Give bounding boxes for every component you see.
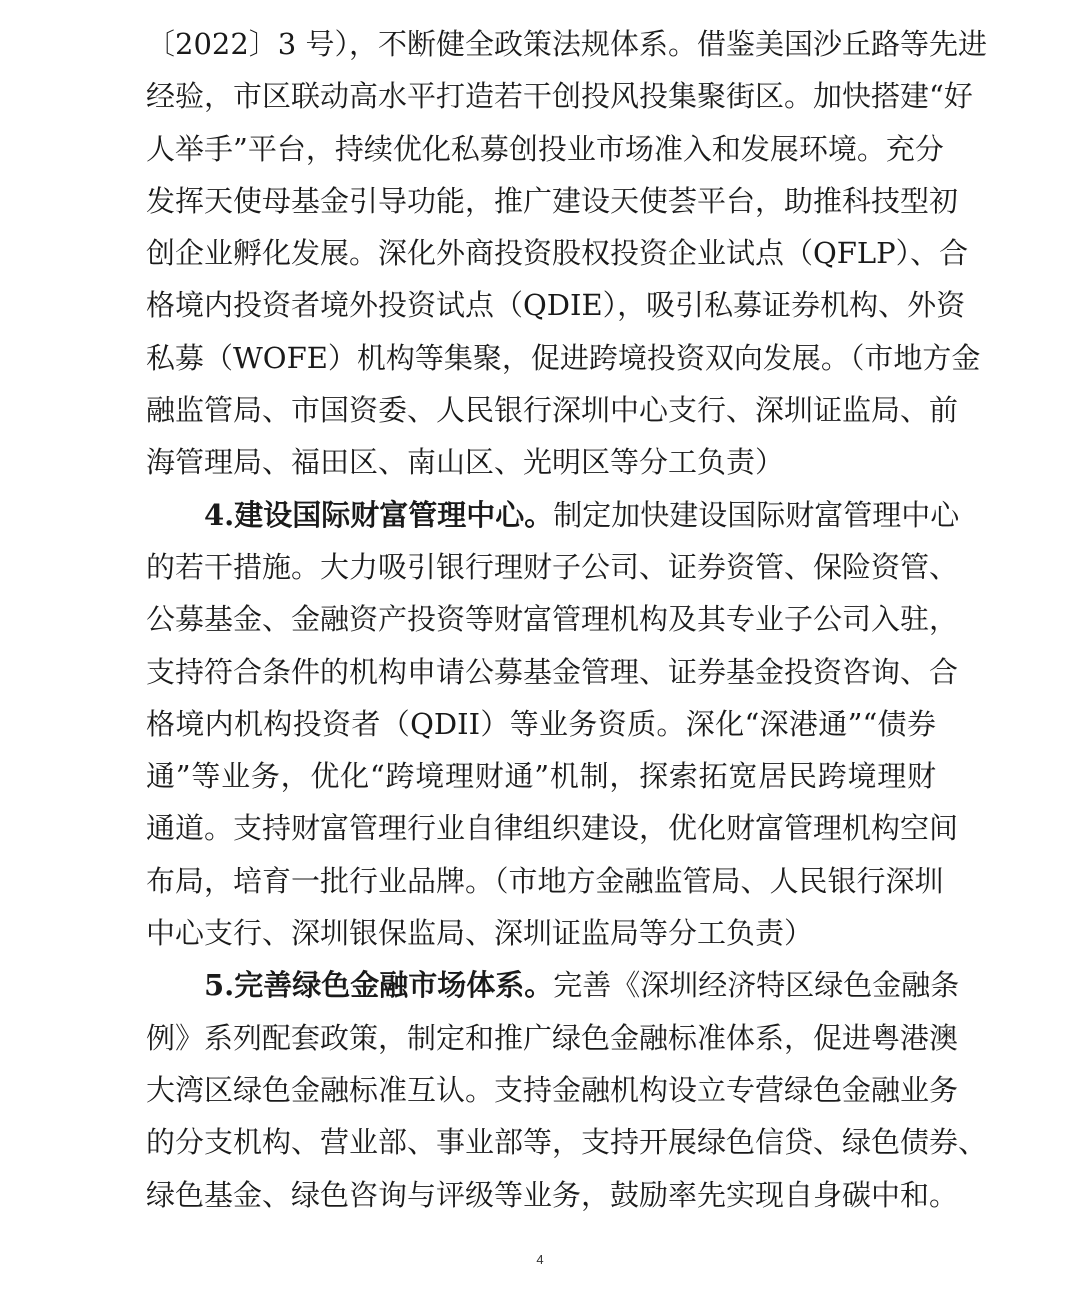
paragraph-line: 经验，市区联动高水平打造若干创投风投集聚街区。加快搭建“好 [146,79,973,114]
paragraph-line: 大湾区绿色金融标准互认。支持金融机构设立专营绿色金融业务 [146,1072,959,1107]
section-4-heading: 4.建设国际财富管理中心。 [204,497,554,532]
paragraph-line: 中心支行、深圳银保监局、深圳证监局等分工负责） [146,916,814,951]
section-5-heading: 5.完善绿色金融市场体系。 [204,968,554,1003]
page-number: 4 [536,1252,544,1267]
paragraph-line: 发挥天使母基金引导功能，推广建设天使荟平台，助推科技型初 [146,183,959,218]
paragraph-line: 私募（WOFE）机构等集聚，促进跨境投资双向发展。（市地方金 [146,340,981,375]
paragraph-line: 的若干措施。大力吸引银行理财子公司、证券资管、保险资管、 [146,549,959,584]
section-4-first-line [146,489,960,541]
paragraph-line: 海管理局、福田区、南山区、光明区等分工负责） [146,445,785,480]
paragraph-line: 公募基金、金融资产投资等财富管理机构及其专业子公司入驻， [146,602,959,637]
paragraph-line: 通”等业务，优化“跨境理财通”机制，探索拓宽居民跨境理财 [146,759,936,794]
paragraph-line: 布局，培育一批行业品牌。（市地方金融监管局、人民银行深圳 [146,863,944,898]
paragraph-line: 通道。支持财富管理行业自律组织建设，优化财富管理机构空间 [146,811,959,846]
paragraph-line: 格境内投资者境外投资试点（QDIE），吸引私募证券机构、外资 [146,288,966,323]
paragraph-line: 支持符合条件的机构申请公募基金管理、证券基金投资咨询、合 [146,654,959,689]
paragraph-line: 格境内机构投资者（QDII）等业务资质。深化“深港通”“债券 [146,706,936,741]
paragraph-line: 融监管局、市国资委、人民银行深圳中心支行、深圳证监局、前 [146,393,959,428]
paragraph-line: 人举手”平台，持续优化私募创投业市场准入和发展环境。充分 [146,131,944,166]
paragraph-line: 创企业孵化发展。深化外商投资股权投资企业试点（QFLP）、合 [146,236,969,271]
paragraph-text: 制定加快建设国际财富管理中心 [553,497,960,532]
paragraph-line: 绿色基金、绿色咨询与评级等业务，鼓励率先实现自身碳中和。 [146,1177,959,1212]
section-5-first-line [146,959,960,1011]
paragraph-text: 完善《深圳经济特区绿色金融条 [553,968,960,1003]
document-body [146,18,988,1221]
paragraph-line: 例》系列配套政策，制定和推广绿色金融标准体系，促进粤港澳 [146,1020,959,1055]
paragraph-line: 的分支机构、营业部、事业部等，支持开展绿色信贷、绿色债券、 [146,1125,988,1160]
paragraph-line: 〔2022〕3 号），不断健全政策法规体系。借鉴美国沙丘路等先进 [146,27,987,61]
